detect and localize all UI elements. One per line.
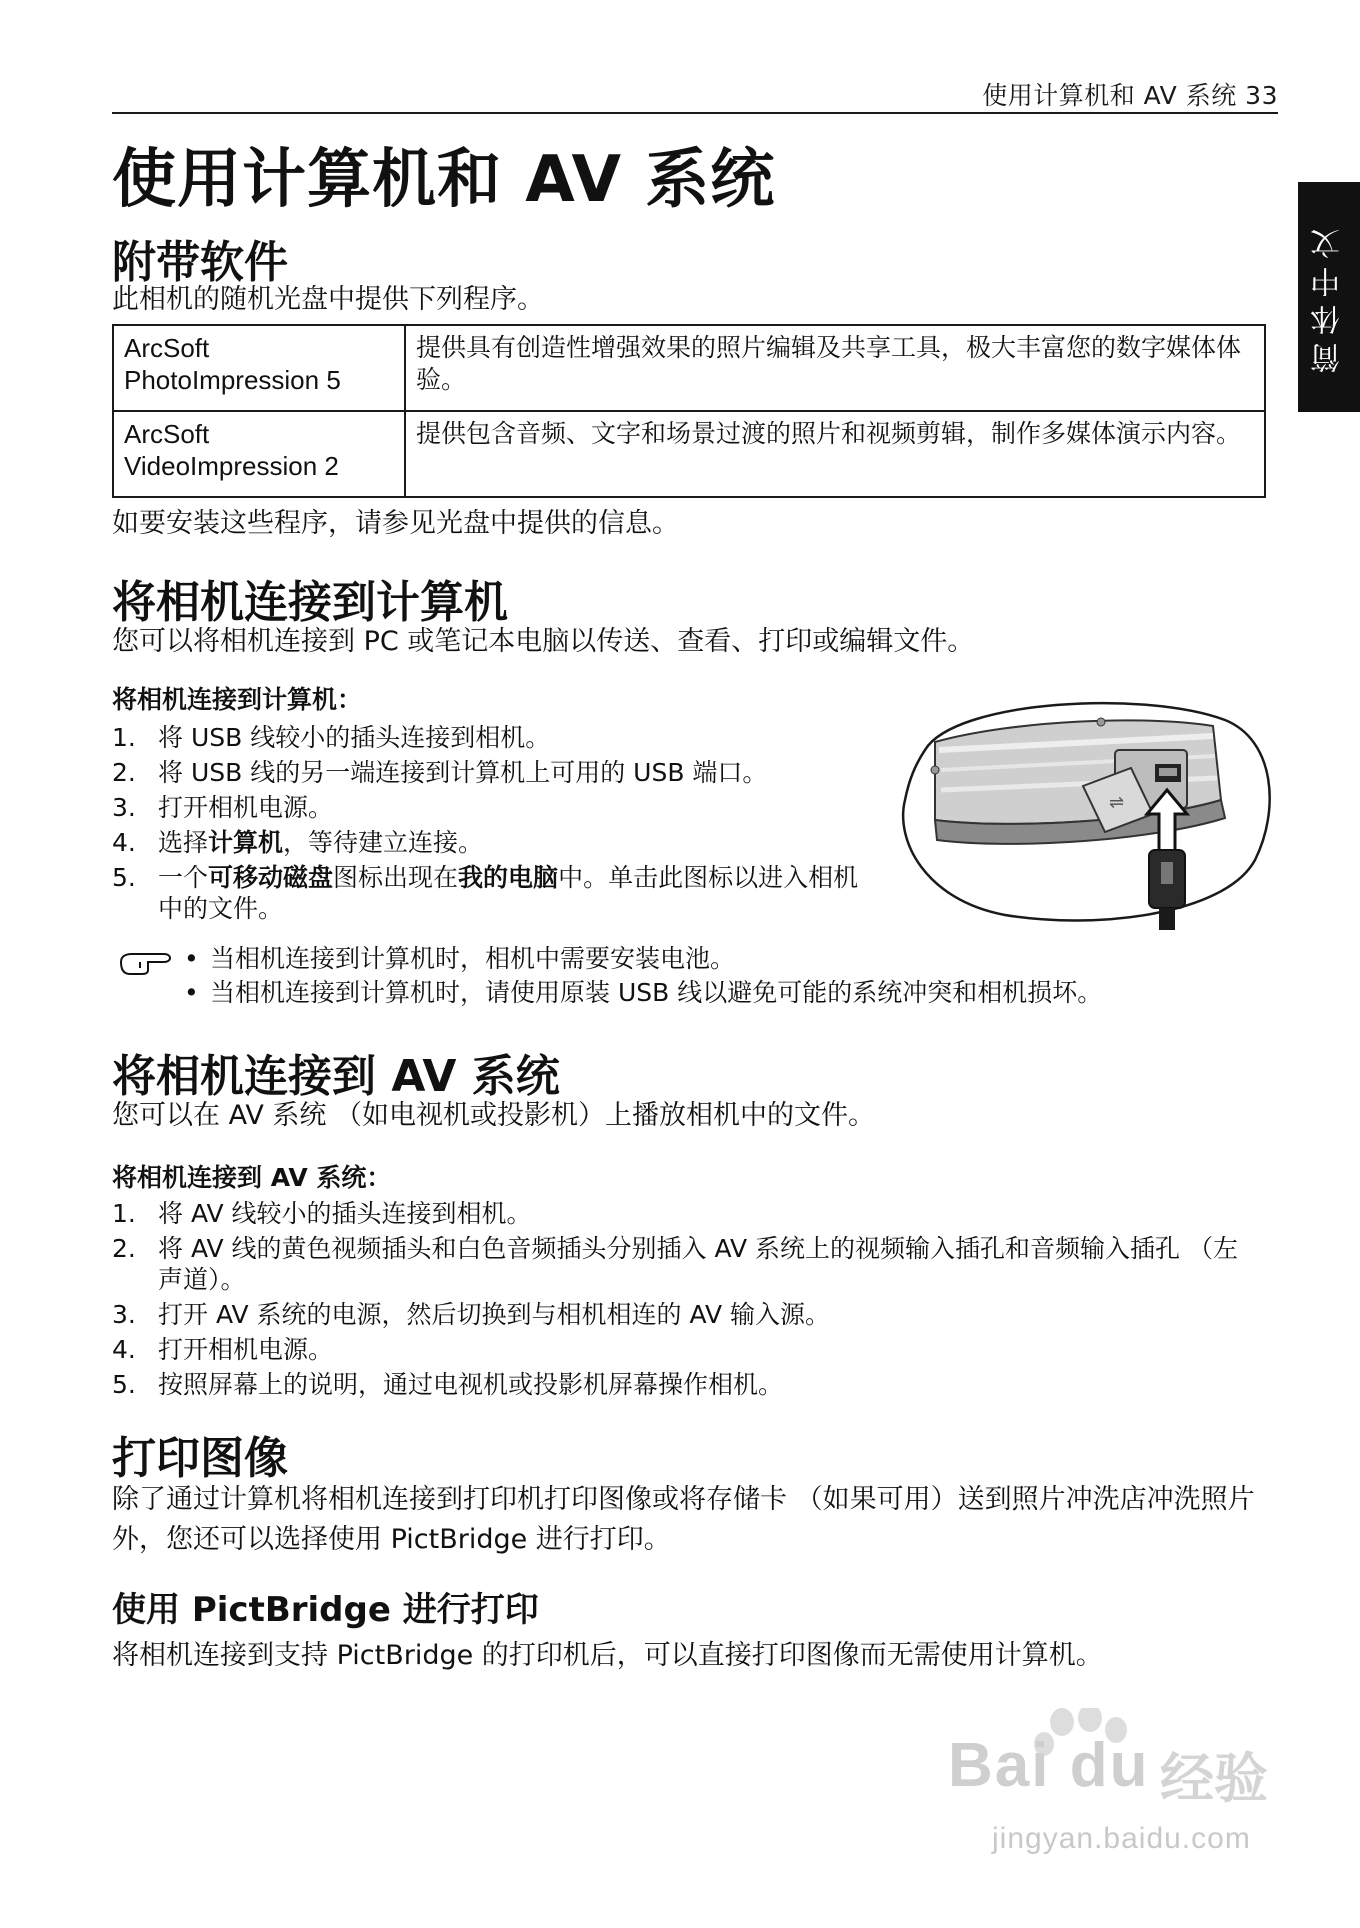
pictbridge-text: 将相机连接到支持 PictBridge 的打印机后，可以直接打印图像而无需使用计算机。 [112,1640,1103,1671]
software-name-line1: ArcSoft [124,419,210,449]
table-row [113,325,1265,411]
heading-pictbridge: 使用 PictBridge 进行打印 [112,1590,539,1630]
software-name-cell [113,411,405,497]
list-item: 2. 将 AV 线的黄色视频插头和白色音频插头分别插入 AV 系统上的视频输入插孔和音频输入插孔 （左声道）。 [112,1234,1238,1294]
svg-text:⇌: ⇌ [1109,792,1125,813]
note-item: • 当相机连接到计算机时，请使用原装 USB 线以避免可能的系统冲突和相机损坏。 [180,976,1102,1010]
list-item: 1. 将 AV 线较小的插头连接到相机。 [112,1199,532,1228]
software-name-line1: ArcSoft [124,333,210,363]
usb-connection-illustration [895,690,1275,930]
watermark-url: jingyan.baidu.com [992,1822,1251,1855]
connect-pc-steps [112,722,872,928]
connect-av-steps [112,1198,1262,1404]
list-item: 1. 将 USB 线较小的插头连接到相机。 [112,723,551,752]
software-name-cell [113,325,405,411]
language-tab [1298,182,1360,412]
pointing-hand-note-icon [118,948,174,976]
list-item: 4. 选择计算机，等待建立连接。 [112,828,484,857]
list-item: 2. 将 USB 线的另一端连接到计算机上可用的 USB 端口。 [112,758,768,787]
list-item: 3. 打开 AV 系统的电源，然后切换到与相机相连的 AV 输入源。 [112,1300,830,1329]
watermark-brand: Bai du [948,1731,1150,1800]
connect-pc-intro: 您可以将相机连接到 PC 或笔记本电脑以传送、查看、打印或编辑文件。 [112,626,975,657]
software-name-line2: VideoImpression 2 [124,451,339,481]
list-item: 5. 一个可移动磁盘图标出现在我的电脑中。单击此图标以进入相机中的文件。 [112,863,859,923]
page-title: 使用计算机和 AV 系统 [112,143,776,217]
software-table [112,324,1266,498]
header-rule [112,112,1278,114]
heading-printing: 打印图像 [112,1433,288,1484]
list-item: 4. 打开相机电源。 [112,1335,334,1364]
install-note: 如要安装这些程序，请参见光盘中提供的信息。 [112,508,679,539]
watermark-cn: 经验 [1160,1747,1268,1810]
connect-av-subheading: 将相机连接到 AV 系统： [112,1163,392,1192]
running-header: 使用计算机和 AV 系统 33 [982,81,1278,110]
heading-connect-av: 将相机连接到 AV 系统 [112,1051,560,1102]
connect-pc-subheading: 将相机连接到计算机： [112,685,363,714]
language-tab-label: 简体中文 [1311,221,1346,373]
list-item: 5. 按照屏幕上的说明，通过电视机或投影机屏幕操作相机。 [112,1370,784,1399]
table-row [113,411,1265,497]
note-item: • 当相机连接到计算机时，相机中需要安装电池。 [180,942,1102,976]
software-desc-cell: 提供具有创造性增强效果的照片编辑及共享工具，极大丰富您的数字媒体体验。 [405,325,1265,411]
connect-pc-notes [180,942,1102,1010]
bundled-software-intro: 此相机的随机光盘中提供下列程序。 [112,284,544,315]
heading-connect-pc: 将相机连接到计算机 [112,577,508,628]
heading-bundled-software: 附带软件 [112,237,288,288]
software-desc-cell: 提供包含音频、文字和场景过渡的照片和视频剪辑，制作多媒体演示内容。 [405,411,1265,497]
connect-av-intro: 您可以在 AV 系统 （如电视机或投影机）上播放相机中的文件。 [112,1100,875,1131]
list-item: 3. 打开相机电源。 [112,793,334,822]
software-name-line2: PhotoImpression 5 [124,365,341,395]
printing-intro: 除了通过计算机将相机连接到打印机打印图像或将存储卡 （如果可用）送到照片冲洗店冲洗照片外，您还可以选择使用 PictBridge 进行打印。 [112,1484,1255,1555]
